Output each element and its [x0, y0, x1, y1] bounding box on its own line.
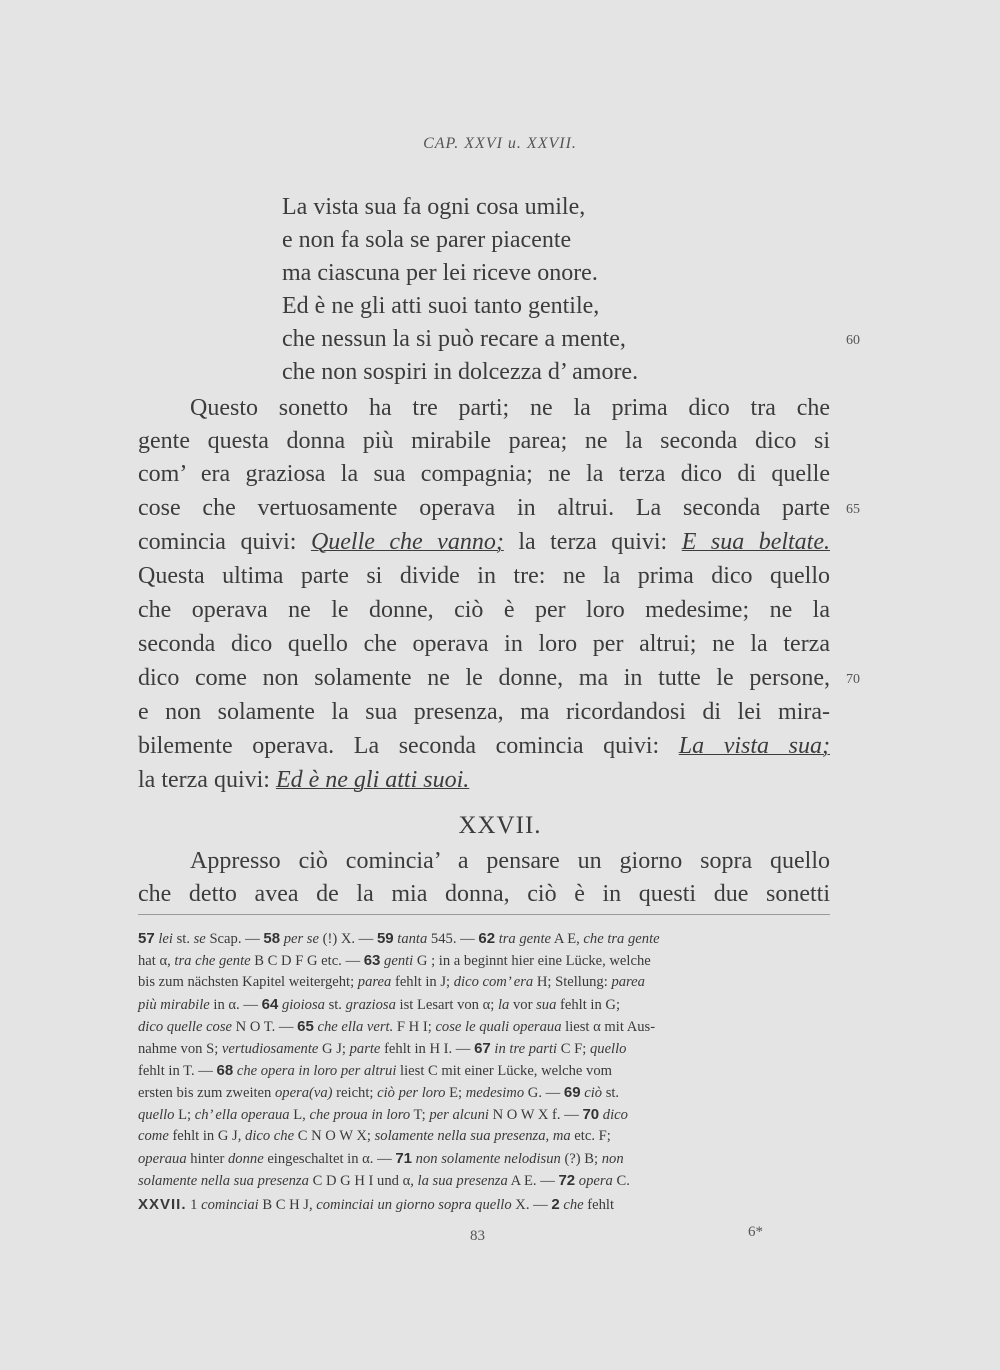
verse-line: che nessun la si può recare a mente,	[282, 326, 626, 352]
running-head: CAP. XXVI u. XXVII.	[423, 135, 577, 152]
footnote-line: nahme von S; vertudiosamente G J; parte fehlt in H I. — 67 in tre parti C F; quello	[138, 1040, 627, 1057]
printer-signature: 6*	[748, 1224, 763, 1240]
incipit-quote: La vista sua;	[678, 733, 830, 759]
line-number: 60	[846, 333, 860, 348]
footnote-rule	[138, 914, 830, 915]
prose-line: Appresso ciò comincia’ a pensare un giorno sopra quello	[190, 848, 830, 874]
line-number: 70	[846, 672, 860, 687]
footnote-line: dico quelle cose N O T. — 65 che ella vert. F H I; cose le quali operaua liest α mit Aus-	[138, 1018, 656, 1035]
prose-line: gente questa donna più mirabile parea; ne la seconda dico si	[138, 428, 830, 454]
footnote-line: più mirabile in α. — 64 gioiosa st. graziosa ist Lesart von α; la vor sua fehlt in G;	[138, 996, 621, 1013]
prose-line: bilemente operava. La seconda comincia quivi: La vista sua;	[138, 733, 830, 759]
incipit-quote: Ed è ne gli atti suoi.	[275, 767, 470, 793]
chapter-ref: XXVII.	[138, 1196, 187, 1213]
line-number: 65	[846, 502, 860, 517]
page-number: 83	[470, 1228, 485, 1244]
verse-line: e non fa sola se parer piacente	[282, 227, 572, 253]
prose-line: e non solamente la sua presenza, ma ricordandosi di lei mira-	[138, 699, 830, 725]
prose-line: comincia quivi: Quelle che vanno; la terza quivi: E sua beltate.	[138, 529, 830, 555]
verse-line: La vista sua fa ogni cosa umile,	[282, 194, 586, 220]
incipit-quote: E sua beltate.	[681, 529, 830, 555]
chapter-heading: XXVII.	[458, 812, 542, 839]
verse-line: Ed è ne gli atti suoi tanto gentile,	[282, 293, 600, 319]
footnote-line: ersten bis zum zweiten opera(va) reicht; ciò per loro E; medesimo G. — 69 ciò st.	[138, 1084, 620, 1101]
prose-line: la terza quivi: Ed è ne gli atti suoi.	[138, 767, 470, 793]
verse-line: che non sospiri in dolcezza d’ amore.	[282, 359, 639, 385]
footnote-line: solamente nella sua presenza C D G H I und α, la sua presenza A E. — 72 opera C.	[138, 1172, 630, 1189]
verse-line: ma ciascuna per lei riceve onore.	[282, 260, 598, 286]
footnote-line: bis zum nächsten Kapitel weitergeht; parea fehlt in J; dico com’ era H; Stellung: parea	[138, 974, 645, 990]
prose-line: seconda dico quello che operava in loro per altrui; ne la terza	[138, 631, 830, 657]
footnote-line: XXVII. 1 cominciai B C H J, cominciai un giorno sopra quello X. — 2 che fehlt	[138, 1196, 615, 1213]
incipit-quote: Quelle che vanno;	[310, 529, 504, 555]
prose-line: cose che vertuosamente operava in altrui. La seconda parte	[138, 495, 830, 521]
footnote-line: 57 lei st. se Scap. — 58 per se (!) X. — 59 tanta 545. — 62 tra gente A E, che tra gente	[138, 930, 660, 947]
footnote-line: operaua hinter donne eingeschaltet in α. — 71 non solamente nelodisun (?) B; non	[138, 1150, 624, 1167]
footnote-line: come fehlt in G J, dico che C N O W X; solamente nella sua presenza, ma etc. F;	[138, 1128, 611, 1144]
footnote-line: quello L; ch’ ella operaua L, che proua in loro T; per alcuni N O W X f. — 70 dico	[138, 1106, 628, 1123]
prose-line: Questa ultima parte si divide in tre: ne la prima dico quello	[138, 563, 830, 589]
prose-line: com’ era graziosa la sua compagnia; ne la terza dico di quelle	[138, 461, 830, 487]
prose-line: che operava ne le donne, ciò è per loro medesime; ne la	[138, 597, 830, 623]
footnote-line: hat α, tra che gente B C D F G etc. — 63 genti G ; in a beginnt hier eine Lücke, welche	[138, 952, 651, 969]
footnote-line: fehlt in T. — 68 che opera in loro per altrui liest C mit einer Lücke, welche vom	[138, 1062, 613, 1079]
prose-line: che detto avea de la mia donna, ciò è in questi due sonetti	[138, 881, 830, 907]
prose-line: dico come non solamente ne le donne, ma in tutte le persone,	[138, 665, 830, 691]
prose-line: Questo sonetto ha tre parti; ne la prima dico tra che	[190, 395, 830, 421]
